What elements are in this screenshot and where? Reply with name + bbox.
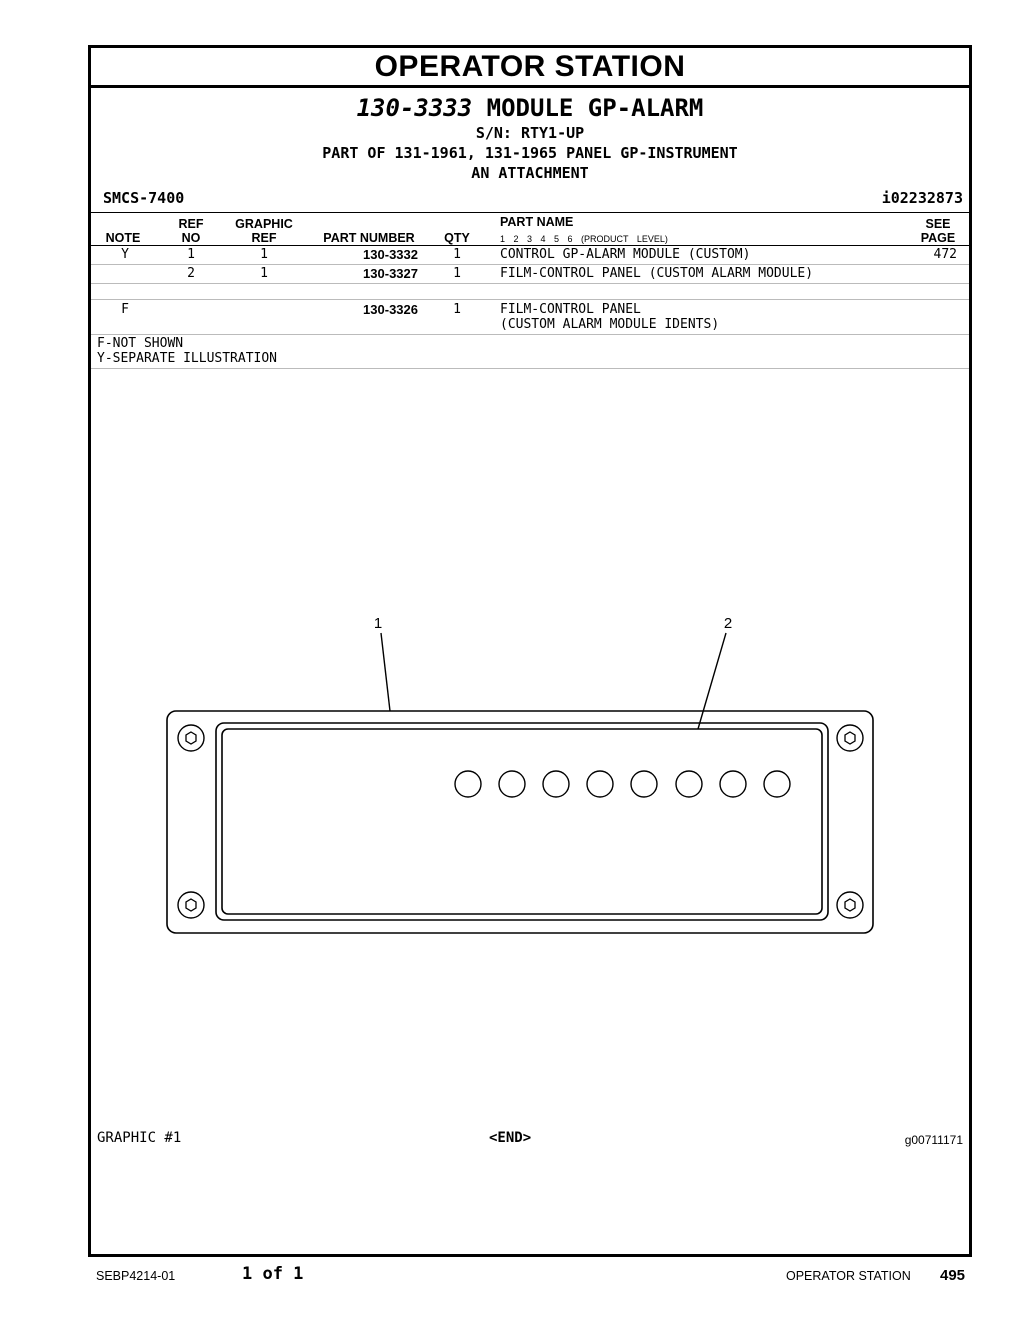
indicator-lamp-6 bbox=[676, 771, 702, 797]
module-part-number: 130-3333 bbox=[356, 94, 473, 122]
graphic-code: g00711171 bbox=[904, 1133, 963, 1147]
callout-2: 2 bbox=[723, 615, 733, 632]
section-title: OPERATOR STATION bbox=[91, 48, 969, 88]
indicator-lamp-7 bbox=[720, 771, 746, 797]
product-levels: 1 2 3 4 5 6 (PRODUCT LEVEL) bbox=[500, 234, 668, 244]
indicator-lamp-4 bbox=[587, 771, 613, 797]
row-part-name: CONTROL GP-ALARM MODULE (CUSTOM) bbox=[500, 247, 751, 262]
callout-1: 1 bbox=[373, 615, 383, 632]
row-qty: 1 bbox=[453, 302, 461, 317]
row-qty: 1 bbox=[453, 247, 461, 262]
mounting-screw-bottom-right bbox=[837, 892, 863, 918]
module-plate-outline bbox=[167, 711, 873, 933]
ident-code: i02232873 bbox=[881, 189, 963, 207]
row-graphic-ref: 1 bbox=[260, 247, 268, 262]
footer-page-of: 1 of 1 bbox=[242, 1264, 304, 1284]
row-part-number: 130-3327 bbox=[363, 266, 418, 281]
row-note: Y bbox=[121, 247, 129, 262]
callout-leader-2 bbox=[698, 633, 726, 729]
smcs-code: SMCS-7400 bbox=[103, 189, 185, 207]
indicator-lamp-3 bbox=[543, 771, 569, 797]
col-see-page-bottom: PAGE bbox=[920, 231, 956, 245]
col-ref-no-top: REF bbox=[178, 217, 204, 231]
indicator-lamp-1 bbox=[455, 771, 481, 797]
footer-section: OPERATOR STATION bbox=[786, 1269, 911, 1283]
row-see-page: 472 bbox=[933, 247, 957, 262]
module-part-desc: MODULE GP-ALARM bbox=[486, 94, 704, 122]
mounting-screw-bottom-left bbox=[178, 892, 204, 918]
footnote-f: F-NOT SHOWN bbox=[97, 336, 184, 351]
attachment-line: AN ATTACHMENT bbox=[471, 164, 589, 182]
serial-number: S/N: RTY1-UP bbox=[475, 124, 585, 142]
indicator-lamp-5 bbox=[631, 771, 657, 797]
mounting-screw-top-right bbox=[837, 725, 863, 751]
col-see-page-top: SEE bbox=[925, 217, 951, 231]
end-marker: <END> bbox=[489, 1130, 532, 1146]
col-graphic-ref-bottom: REF bbox=[251, 231, 277, 245]
indicator-lamp-8 bbox=[764, 771, 790, 797]
col-ref-no-bottom: NO bbox=[181, 231, 201, 245]
col-part-name: PART NAME bbox=[500, 215, 574, 229]
module-inner-frame bbox=[216, 723, 828, 920]
module-illustration bbox=[91, 48, 969, 1254]
part-of-line: PART OF 131-1961, 131-1965 PANEL GP-INSTRUMENT bbox=[322, 144, 738, 162]
footer-doc-number: SEBP4214-01 bbox=[96, 1269, 176, 1283]
module-panel-film bbox=[222, 729, 822, 914]
col-part-number: PART NUMBER bbox=[323, 231, 415, 245]
graphic-label: GRAPHIC #1 bbox=[97, 1130, 182, 1146]
row-note: F bbox=[121, 302, 129, 317]
row-graphic-ref: 1 bbox=[260, 266, 268, 281]
mounting-screw-top-left bbox=[178, 725, 204, 751]
col-note: NOTE bbox=[105, 231, 141, 245]
row-part-name: FILM-CONTROL PANEL bbox=[500, 302, 641, 317]
row-ref-no: 1 bbox=[187, 247, 195, 262]
row-part-name: FILM-CONTROL PANEL (CUSTOM ALARM MODULE) bbox=[500, 266, 814, 281]
row-part-number: 130-3332 bbox=[363, 247, 418, 262]
footer-page-number: 495 bbox=[940, 1267, 966, 1284]
row-part-number: 130-3326 bbox=[363, 302, 418, 317]
row-ref-no: 2 bbox=[187, 266, 195, 281]
row-part-name-continued: (CUSTOM ALARM MODULE IDENTS) bbox=[500, 317, 720, 332]
page-frame bbox=[88, 45, 972, 1257]
footnote-y: Y-SEPARATE ILLUSTRATION bbox=[97, 351, 278, 366]
row-qty: 1 bbox=[453, 266, 461, 281]
callout-leader-1 bbox=[381, 633, 390, 711]
col-qty: QTY bbox=[444, 231, 470, 245]
col-graphic-ref-top: GRAPHIC bbox=[235, 217, 293, 231]
indicator-lamp-2 bbox=[499, 771, 525, 797]
